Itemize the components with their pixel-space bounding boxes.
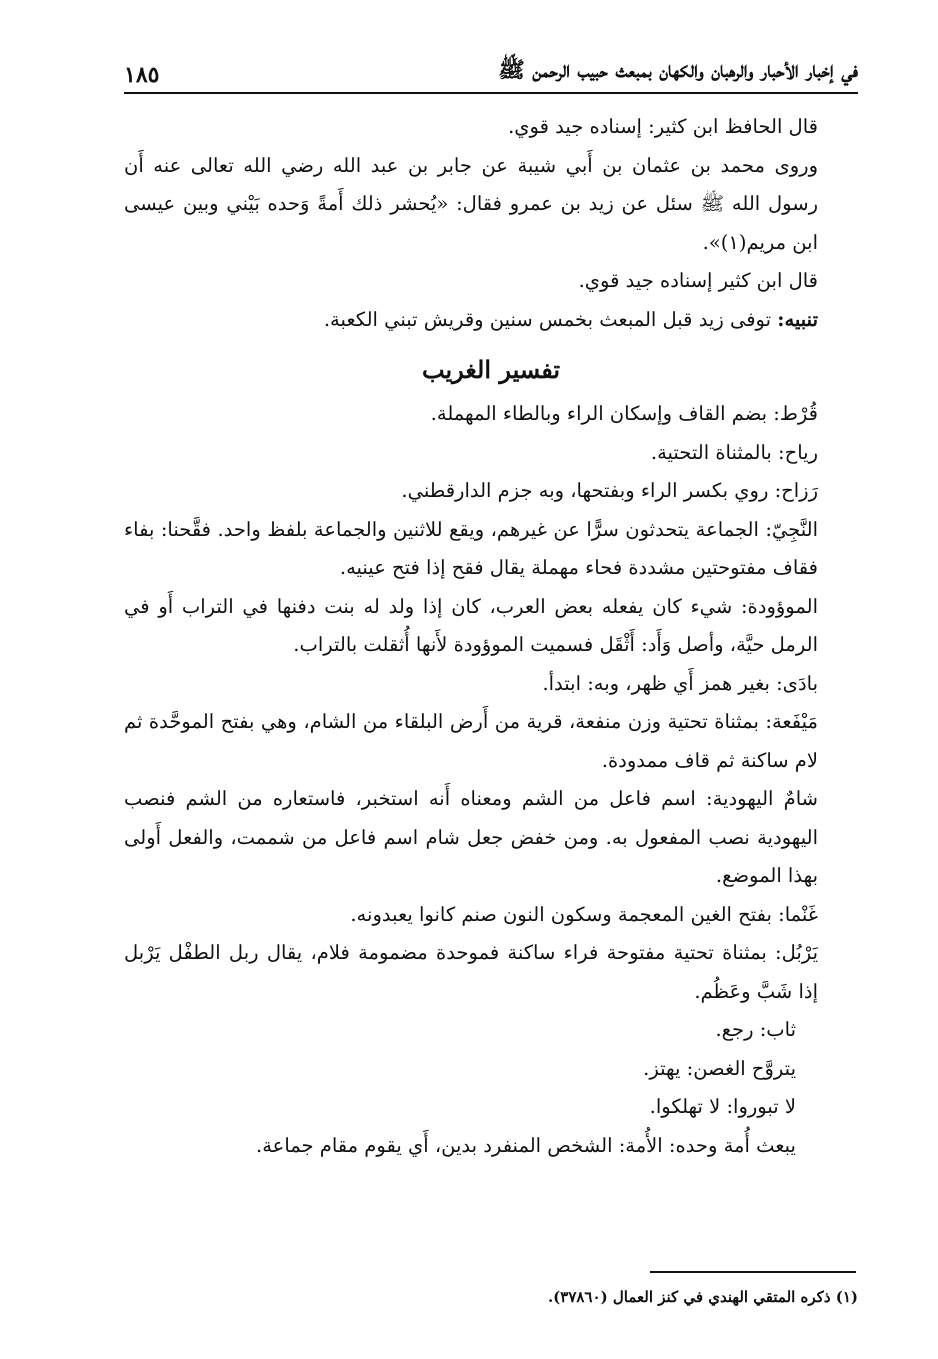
note-label: تنبيه: <box>777 307 818 331</box>
page-number: ١٨٥ <box>124 62 160 88</box>
footnote-separator <box>650 1271 856 1273</box>
glossary-entry: مَيْفَعة: بمثناة تحتية وزن منفعة، قرية من أَرض البلقاء من الشام، وهي بفتح الموحَّدة ثم لام ساكنة ثم قاف ممدودة. <box>124 710 818 772</box>
glossary-entry: يَرْبُل: بمثناة تحتية مفتوحة فراء ساكنة فموحدة مضمومة فلام، يقال ربل الطفْل يَرْبل إذا شَبَّ وعَظُم. <box>124 941 818 1003</box>
footnote: (١) ذكره المتقي الهندي في كنز العمال (٣٧٨٦٠). <box>547 1288 858 1306</box>
glossary-entry: شامٌ اليهودية: اسم فاعل من الشم ومعناه أَنه استخبر، فاستعاره من الشم فنصب اليهودية نصب المفعول به. ومن خفض جعل شام اسم فاعل من شممت، والفعل أَولى بهذا الموضع. <box>124 787 818 887</box>
paragraph: قال الحافظ ابن كثير: إسناده جيد قوي. <box>508 115 818 138</box>
glossary-entry: رَزاح: روي بكسر الراء وبفتحها، وبه جزم الدارقطني. <box>401 479 818 502</box>
glossary-entry: بادَى: بغير همز أَي ظهر، وبه: ابتدأ. <box>542 671 818 695</box>
paragraph: وروى محمد بن عثمان بن أَبي شيبة عن جابر بن عبد الله رضي الله تعالى عنه أَن رسول الله ﷺ سئل عن زيد بن عمرو فقال: «يُحشر ذلك أَمةً وَحده بَيْني وبين عيسى ابن مريم(١)». <box>124 153 818 254</box>
glossary-entry: ثاب: رجع. <box>715 1018 796 1041</box>
glossary-entry: يتروَّح الغصن: يهتز. <box>643 1056 796 1080</box>
glossary-entry: رياح: بالمثناة التحتية. <box>650 440 818 464</box>
page-body <box>124 108 858 1165</box>
glossary-entry: الموؤودة: شيء كان يفعله بعض العرب، كان إذا ولد له بنت دفنها في التراب أَو في الرمل حيَّة، وأصل وَأَد: أَثْقَل فسميت الموؤودة لأَنها أُثقلت بالتراب. <box>124 594 818 656</box>
glossary-entry: النَّجِيّ: الجماعة يتحدثون سرًّا عن غيرهم، ويقع للاثنين والجماعة بلفظ واحد. فقَّحنا: بفاء فقاف مفتوحتين مشددة فحاء مهملة يقال فقح إذا فتح عينيه. <box>124 517 818 579</box>
page-header <box>124 48 858 94</box>
running-title: في إخبار الأحبار والرهبان والكهان بمبعث حبيب الرحمن ﷺ <box>498 57 858 83</box>
glossary-entry: لا تبوروا: لا تهلكوا. <box>649 1095 796 1118</box>
glossary-entry: يبعث أُمة وحده: الأُمة: الشخص المنفرد بدين، أَي يقوم مقام جماعة. <box>256 1133 796 1157</box>
glossary-entry: قُرْط: بضم القاف وإسكان الراء وبالطاء المهملة. <box>430 402 818 425</box>
note-text: توفى زيد قبل المبعث بخمس سنين وقريش تبني الكعبة. <box>323 307 778 331</box>
paragraph <box>124 301 858 340</box>
paragraph: قال ابن كثير إسناده جيد قوي. <box>578 269 818 292</box>
glossary-entry: غَنْما: بفتح الغين المعجمة وسكون النون صنم كانوا يعبدونه. <box>350 902 818 926</box>
section-heading: تفسير الغريب <box>421 355 561 384</box>
